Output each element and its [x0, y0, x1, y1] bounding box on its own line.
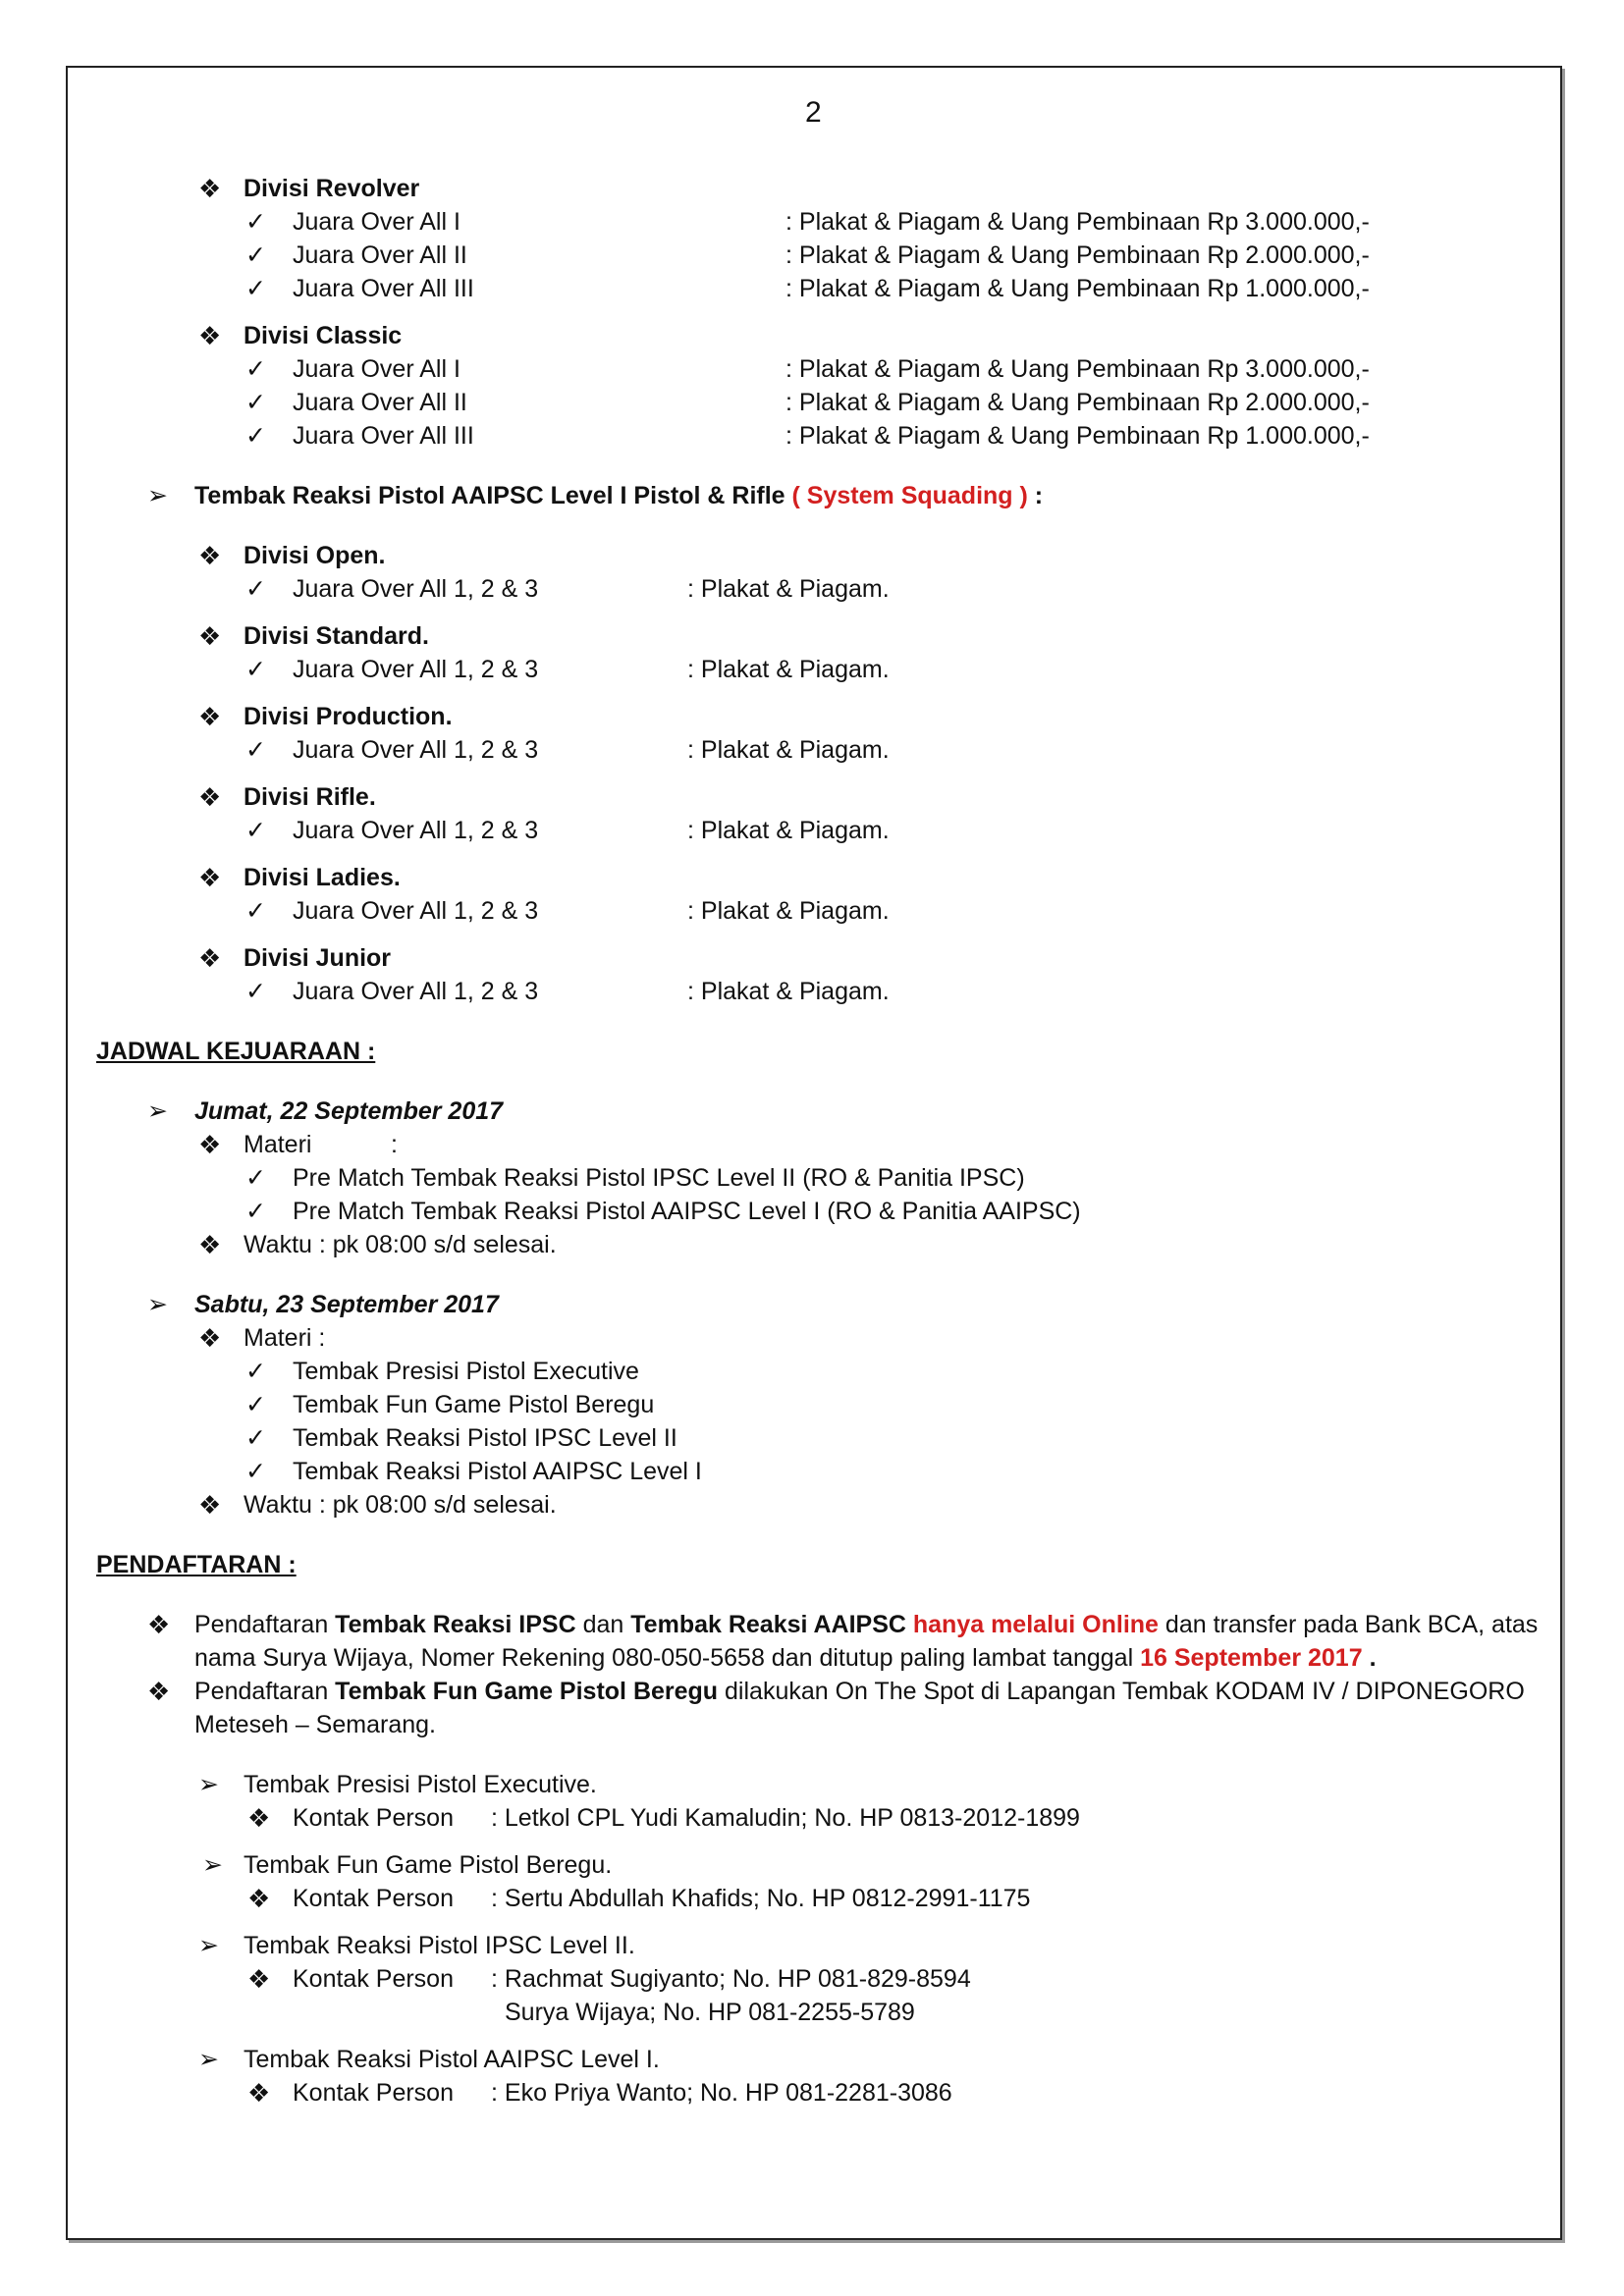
materi-label: Materi :: [244, 1324, 326, 1352]
contact-label: Kontak Person: [293, 1804, 454, 1832]
award-prize: : Plakat & Piagam & Uang Pembinaan Rp 3.000.000,-: [785, 355, 1370, 383]
award-prize: : Plakat & Piagam.: [687, 656, 890, 683]
highlight-run: hanya melalui Online: [905, 1611, 1159, 1638]
arrow-bullet-icon: ➢: [147, 1291, 168, 1318]
division-title: Divisi Production.: [244, 703, 453, 730]
checkmark-icon: ✓: [245, 1424, 266, 1452]
award-prize: : Plakat & Piagam & Uang Pembinaan Rp 1.000.000,-: [785, 275, 1370, 302]
contact-event: Tembak Reaksi Pistol AAIPSC Level I.: [244, 2046, 660, 2073]
division-title: Divisi Rifle.: [244, 783, 376, 811]
checkmark-icon: ✓: [245, 1458, 266, 1485]
checkmark-icon: ✓: [245, 575, 266, 603]
diamond-bullet-icon: ❖: [147, 1677, 171, 1706]
award-label: Juara Over All I: [293, 355, 460, 383]
schedule-date: Sabtu, 23 September 2017: [194, 1291, 499, 1318]
award-label: Juara Over All 1, 2 & 3: [293, 656, 539, 683]
diamond-bullet-icon: ❖: [247, 1884, 271, 1913]
materi-item: Tembak Fun Game Pistol Beregu: [293, 1391, 655, 1418]
diamond-bullet-icon: ❖: [198, 1490, 222, 1520]
division-title: Divisi Ladies.: [244, 864, 401, 891]
materi-item: Pre Match Tembak Reaksi Pistol IPSC Level II (RO & Panitia IPSC): [293, 1164, 1025, 1192]
checkmark-icon: ✓: [245, 422, 266, 450]
contact-event: Tembak Presisi Pistol Executive.: [244, 1771, 597, 1798]
division-title: Divisi Open.: [244, 542, 386, 569]
checkmark-icon: ✓: [245, 1164, 266, 1192]
system-note: ( System Squading ): [791, 482, 1028, 509]
award-prize: : Plakat & Piagam.: [687, 897, 890, 925]
award-label: Juara Over All I: [293, 208, 460, 236]
diamond-bullet-icon: ❖: [198, 1323, 222, 1353]
text-run: Pendaftaran: [194, 1678, 336, 1705]
section-suffix: :: [1034, 482, 1044, 509]
page-number: 2: [805, 96, 822, 129]
division-title: Divisi Junior: [244, 944, 392, 972]
diamond-bullet-icon: ❖: [198, 541, 222, 570]
checkmark-icon: ✓: [245, 656, 266, 683]
award-prize: : Plakat & Piagam.: [687, 978, 890, 1005]
contact-label: Kontak Person: [293, 1885, 454, 1912]
text-run: dan: [575, 1611, 631, 1638]
diamond-bullet-icon: ❖: [198, 321, 222, 350]
checkmark-icon: ✓: [245, 1358, 266, 1385]
award-label: Juara Over All 1, 2 & 3: [293, 817, 539, 844]
division-title: Divisi Standard.: [244, 622, 429, 650]
award-label: Juara Over All 1, 2 & 3: [293, 978, 539, 1005]
contact-person: : Eko Priya Wanto; No. HP 081-2281-3086: [491, 2079, 952, 2107]
section-title: Tembak Reaksi Pistol AAIPSC Level I Pistol & Rifle: [194, 482, 785, 509]
checkmark-icon: ✓: [245, 275, 266, 302]
checkmark-icon: ✓: [245, 389, 266, 416]
contact-label: Kontak Person: [293, 1965, 454, 1993]
checkmark-icon: ✓: [245, 241, 266, 269]
materi-colon: :: [391, 1131, 398, 1158]
division-title: Divisi Classic: [244, 322, 403, 349]
registration-heading: PENDAFTARAN :: [96, 1551, 297, 1578]
text-run: dilakukan On The Spot di Lapangan Tembak KODAM IV / DIPONEGORO: [718, 1678, 1525, 1705]
checkmark-icon: ✓: [245, 817, 266, 844]
award-prize: : Plakat & Piagam & Uang Pembinaan Rp 3.000.000,-: [785, 208, 1370, 236]
bold-run: Tembak Reaksi IPSC: [335, 1611, 576, 1638]
diamond-bullet-icon: ❖: [247, 1964, 271, 1994]
contact-person: : Letkol CPL Yudi Kamaludin; No. HP 0813-2012-1899: [491, 1804, 1080, 1832]
checkmark-icon: ✓: [245, 736, 266, 764]
arrow-bullet-icon: ➢: [147, 482, 168, 509]
award-label: Juara Over All 1, 2 & 3: [293, 736, 539, 764]
bold-run: Tembak Reaksi AAIPSC: [630, 1611, 906, 1638]
award-prize: : Plakat & Piagam & Uang Pembinaan Rp 2.000.000,-: [785, 389, 1370, 416]
registration-paragraph-2-line-2: Meteseh – Semarang.: [194, 1711, 436, 1738]
award-prize: : Plakat & Piagam.: [687, 817, 890, 844]
text-run: dan transfer pada Bank BCA, atas: [1158, 1611, 1539, 1638]
checkmark-icon: ✓: [245, 1198, 266, 1225]
registration-paragraph-1-line-1: [194, 1608, 1538, 1641]
contact-label: Kontak Person: [293, 2079, 454, 2107]
award-label: Juara Over All III: [293, 422, 474, 450]
arrow-bullet-icon: ➢: [147, 1097, 168, 1125]
waktu-text: Waktu : pk 08:00 s/d selesai.: [244, 1231, 557, 1258]
diamond-bullet-icon: ❖: [198, 1130, 222, 1159]
registration-paragraph-2-line-1: [194, 1675, 1525, 1708]
diamond-bullet-icon: ❖: [247, 2078, 271, 2108]
text-run: Pendaftaran: [194, 1611, 336, 1638]
award-prize: : Plakat & Piagam.: [687, 575, 890, 603]
arrow-bullet-icon: ➢: [198, 1771, 219, 1798]
checkmark-icon: ✓: [245, 355, 266, 383]
registration-paragraph-1-line-2: [194, 1641, 1377, 1675]
section-heading: [194, 479, 1043, 512]
award-label: Juara Over All II: [293, 241, 467, 269]
checkmark-icon: ✓: [245, 1391, 266, 1418]
materi-item: Pre Match Tembak Reaksi Pistol AAIPSC Level I (RO & Panitia AAIPSC): [293, 1198, 1081, 1225]
award-prize: : Plakat & Piagam.: [687, 736, 890, 764]
diamond-bullet-icon: ❖: [198, 174, 222, 203]
contact-person: Surya Wijaya; No. HP 081-2255-5789: [505, 1999, 915, 2026]
diamond-bullet-icon: ❖: [198, 1230, 222, 1259]
checkmark-icon: ✓: [245, 208, 266, 236]
award-label: Juara Over All 1, 2 & 3: [293, 575, 539, 603]
contact-person: : Sertu Abdullah Khafids; No. HP 0812-2991-1175: [491, 1885, 1031, 1912]
contact-event: Tembak Fun Game Pistol Beregu.: [244, 1851, 613, 1879]
schedule-heading: JADWAL KEJUARAAN :: [96, 1038, 376, 1065]
diamond-bullet-icon: ❖: [198, 863, 222, 892]
arrow-bullet-icon: ➢: [198, 2046, 219, 2073]
award-label: Juara Over All III: [293, 275, 474, 302]
text-run: nama Surya Wijaya, Nomer Rekening 080-050-5658 dan ditutup paling lambat tanggal: [194, 1644, 1141, 1672]
contact-person: : Rachmat Sugiyanto; No. HP 081-829-8594: [491, 1965, 971, 1993]
checkmark-icon: ✓: [245, 897, 266, 925]
deadline-date: 16 September 2017: [1140, 1644, 1363, 1672]
diamond-bullet-icon: ❖: [198, 943, 222, 973]
schedule-date: Jumat, 22 September 2017: [194, 1097, 504, 1125]
diamond-bullet-icon: ❖: [147, 1610, 171, 1639]
diamond-bullet-icon: ❖: [198, 702, 222, 731]
contact-event: Tembak Reaksi Pistol IPSC Level II.: [244, 1932, 635, 1959]
award-label: Juara Over All II: [293, 389, 467, 416]
arrow-bullet-icon: ➢: [202, 1851, 223, 1879]
division-title: Divisi Revolver: [244, 175, 420, 202]
award-label: Juara Over All 1, 2 & 3: [293, 897, 539, 925]
materi-item: Tembak Reaksi Pistol IPSC Level II: [293, 1424, 677, 1452]
award-prize: : Plakat & Piagam & Uang Pembinaan Rp 2.000.000,-: [785, 241, 1370, 269]
waktu-text: Waktu : pk 08:00 s/d selesai.: [244, 1491, 557, 1519]
diamond-bullet-icon: ❖: [198, 782, 222, 812]
materi-label: Materi: [244, 1131, 312, 1158]
materi-item: Tembak Presisi Pistol Executive: [293, 1358, 639, 1385]
award-prize: : Plakat & Piagam & Uang Pembinaan Rp 1.000.000,-: [785, 422, 1370, 450]
diamond-bullet-icon: ❖: [247, 1803, 271, 1833]
arrow-bullet-icon: ➢: [198, 1932, 219, 1959]
diamond-bullet-icon: ❖: [198, 621, 222, 651]
materi-item: Tembak Reaksi Pistol AAIPSC Level I: [293, 1458, 702, 1485]
bold-run: Tembak Fun Game Pistol Beregu: [335, 1678, 719, 1705]
text-run: .: [1362, 1644, 1377, 1672]
checkmark-icon: ✓: [245, 978, 266, 1005]
